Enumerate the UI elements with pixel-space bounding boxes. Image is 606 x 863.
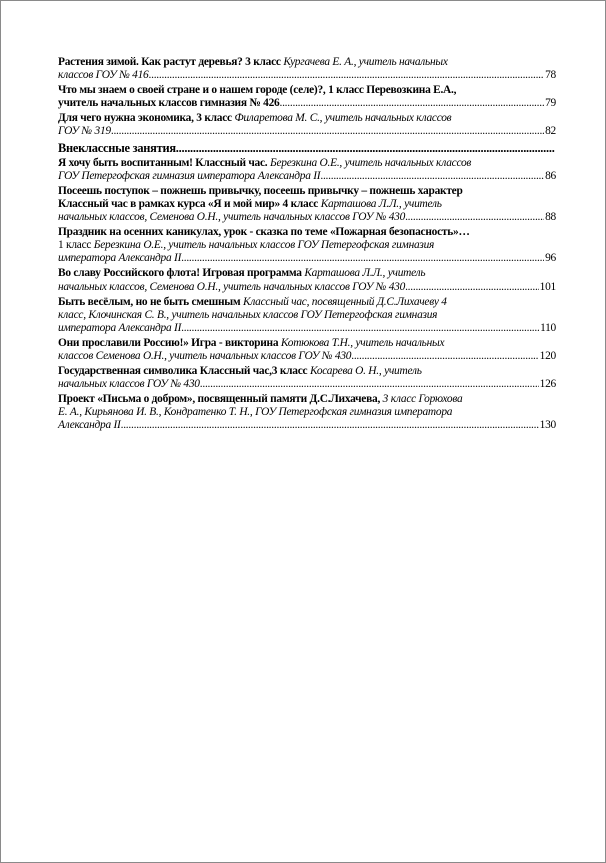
entry-last-line bbox=[58, 69, 556, 82]
table-of-contents bbox=[58, 56, 556, 435]
entry-line bbox=[58, 337, 556, 350]
entry-text: класс, Клочинская С. В., учитель начальных классов ГОУ Петергофская гимназия bbox=[58, 308, 438, 321]
entry-line bbox=[58, 296, 556, 309]
entry-text: Проект «Письма о добром», посвященный памяти Д.С.Лихачева, bbox=[58, 393, 383, 406]
entry-last-text bbox=[58, 419, 121, 432]
entry-text: Косарева О. Н., учитель bbox=[309, 365, 422, 378]
entry-text: ГОУ № 319 bbox=[58, 125, 111, 138]
entry-last-line bbox=[58, 170, 556, 183]
entry-last-text bbox=[58, 142, 176, 155]
dot-leader bbox=[176, 142, 555, 155]
toc-entry bbox=[58, 226, 556, 265]
entry-text: Котюкова Т.Н., учитель начальных bbox=[280, 336, 445, 349]
entry-last-line bbox=[58, 281, 556, 294]
entry-line bbox=[58, 406, 556, 419]
entry-text: Е. А., Кирьянова И. В., Кондратенко Т. Н., ГОУ Петергофская гимназия императора bbox=[58, 406, 453, 419]
entry-text: начальных классов, Семенова О.Н., учитель начальных классов ГОУ № 430 bbox=[58, 211, 406, 224]
page-number: 86 bbox=[545, 169, 556, 182]
entry-line bbox=[58, 309, 556, 322]
entry-line bbox=[58, 84, 556, 97]
page-number: 120 bbox=[539, 349, 556, 362]
entry-text: классов Семенова О.Н., учитель начальных классов ГОУ № 430 bbox=[58, 349, 352, 362]
entry-line bbox=[58, 393, 556, 406]
entry-text: Растения зимой. Как растут деревья? 3 класс bbox=[58, 56, 284, 68]
entry-line bbox=[58, 365, 556, 378]
entry-last-line bbox=[58, 125, 556, 138]
entry-last-text bbox=[58, 252, 181, 265]
dot-leader bbox=[111, 125, 544, 138]
toc-entry bbox=[58, 157, 556, 183]
entry-text: Карташова Л.Л., учитель bbox=[304, 267, 426, 280]
dot-leader bbox=[200, 378, 539, 391]
entry-text: ГОУ Петергофская гимназия императора Александра II bbox=[58, 169, 321, 182]
dot-leader bbox=[181, 322, 539, 335]
entry-last-text bbox=[58, 69, 149, 82]
page-number: 126 bbox=[539, 378, 556, 391]
dot-leader bbox=[181, 252, 544, 265]
entry-text: учитель начальных классов гимназия № 426 bbox=[58, 97, 280, 110]
entry-line bbox=[58, 56, 556, 69]
entry-last-line bbox=[58, 419, 556, 432]
entry-last-line bbox=[58, 97, 556, 110]
toc-entry bbox=[58, 365, 556, 391]
entry-text: Государственная символика Классный час,3 класс bbox=[58, 365, 310, 378]
toc-entry bbox=[58, 56, 556, 82]
dot-leader bbox=[405, 281, 539, 294]
entry-last-text bbox=[58, 125, 111, 138]
entry-last-line bbox=[58, 142, 556, 155]
entry-text: Во славу Российского флота! Игровая программа bbox=[58, 267, 305, 280]
entry-line bbox=[58, 226, 556, 239]
entry-text: 1 класс bbox=[58, 239, 94, 252]
entry-text: Классный час, посвященный Д.С.Лихачеву 4 bbox=[243, 295, 447, 308]
entry-last-text bbox=[58, 97, 279, 110]
entry-text: 3 класс Горюхова bbox=[382, 393, 463, 406]
dot-leader bbox=[405, 211, 544, 224]
entry-text: Быть весёлым, но не быть смешным bbox=[58, 295, 244, 308]
toc-entry bbox=[58, 267, 556, 293]
entry-text: императора Александра II bbox=[58, 252, 182, 265]
toc-entry bbox=[58, 84, 556, 110]
dot-leader bbox=[149, 69, 545, 82]
page-number: 78 bbox=[545, 69, 556, 82]
dot-leader bbox=[320, 170, 544, 183]
entry-line bbox=[58, 112, 556, 125]
entry-text: Александра II bbox=[58, 419, 121, 432]
entry-text: Классный час в рамках курса «Я и мой мир» 4 класс bbox=[58, 197, 321, 210]
entry-text: Что мы знаем о своей стране и о нашем городе (селе)?, 1 класс Перевозкина Е.А., bbox=[58, 84, 457, 97]
entry-text: начальных классов, Семенова О.Н., учитель начальных классов ГОУ № 430 bbox=[58, 280, 406, 293]
page-number: 88 bbox=[545, 211, 556, 224]
page-number: 82 bbox=[545, 125, 556, 138]
toc-entry bbox=[58, 185, 556, 224]
entry-text: Праздник на осенних каникулах, урок - сказка по теме «Пожарная безопасность»… bbox=[58, 226, 470, 239]
entry-line bbox=[58, 239, 556, 252]
entry-last-text bbox=[58, 211, 405, 224]
dot-leader bbox=[351, 350, 538, 363]
entry-text: Филаретова М. С., учитель начальных классов bbox=[234, 112, 452, 125]
toc-entry bbox=[58, 296, 556, 335]
entry-line bbox=[58, 185, 556, 198]
entry-text: Они прославили Россию!» Игра - викторина bbox=[58, 336, 281, 349]
entry-last-text bbox=[58, 170, 320, 183]
entry-text: Карташова Л.Л., учитель bbox=[320, 197, 442, 210]
entry-text: Для чего нужна экономика, 3 класс bbox=[58, 112, 235, 125]
entry-last-text bbox=[58, 322, 181, 335]
entry-line bbox=[58, 267, 556, 280]
page-number: 96 bbox=[545, 252, 556, 265]
entry-text: начальных классов ГОУ № 430 bbox=[58, 378, 200, 391]
toc-entry bbox=[58, 337, 556, 363]
page-number: 130 bbox=[539, 419, 556, 432]
entry-last-line bbox=[58, 211, 556, 224]
entry-text: Посеешь поступок – пожнешь привычку, посеешь привычку – пожнешь характер bbox=[58, 184, 463, 197]
entry-text: Внеклассные занятия bbox=[58, 140, 176, 155]
entry-text: Я хочу быть воспитанным! Классный час. bbox=[58, 156, 270, 169]
entry-last-text bbox=[58, 350, 351, 363]
entry-last-line bbox=[58, 378, 556, 391]
dot-leader bbox=[279, 97, 544, 110]
entry-line bbox=[58, 157, 556, 170]
entry-text: Березкина О.Е., учитель начальных классов bbox=[270, 156, 472, 169]
entry-last-text bbox=[58, 281, 405, 294]
entry-last-line bbox=[58, 322, 556, 335]
entry-text: императора Александра II bbox=[58, 321, 182, 334]
entry-text: Кургачева Е. А., учитель начальных bbox=[283, 56, 448, 68]
page-number: 110 bbox=[540, 321, 556, 334]
entry-text: Березкина О.Е., учитель начальных классов ГОУ Петергофская гимназия bbox=[93, 239, 435, 252]
toc-entry bbox=[58, 112, 556, 138]
entry-text: классов ГОУ № 416 bbox=[58, 69, 149, 82]
entry-line bbox=[58, 198, 556, 211]
toc-entry bbox=[58, 393, 556, 432]
entry-last-line bbox=[58, 252, 556, 265]
entry-last-text bbox=[58, 378, 200, 391]
page-number: 101 bbox=[539, 280, 556, 293]
dot-leader bbox=[121, 419, 539, 432]
section-heading bbox=[58, 142, 556, 155]
entry-last-line bbox=[58, 350, 556, 363]
page-number: 79 bbox=[545, 97, 556, 110]
